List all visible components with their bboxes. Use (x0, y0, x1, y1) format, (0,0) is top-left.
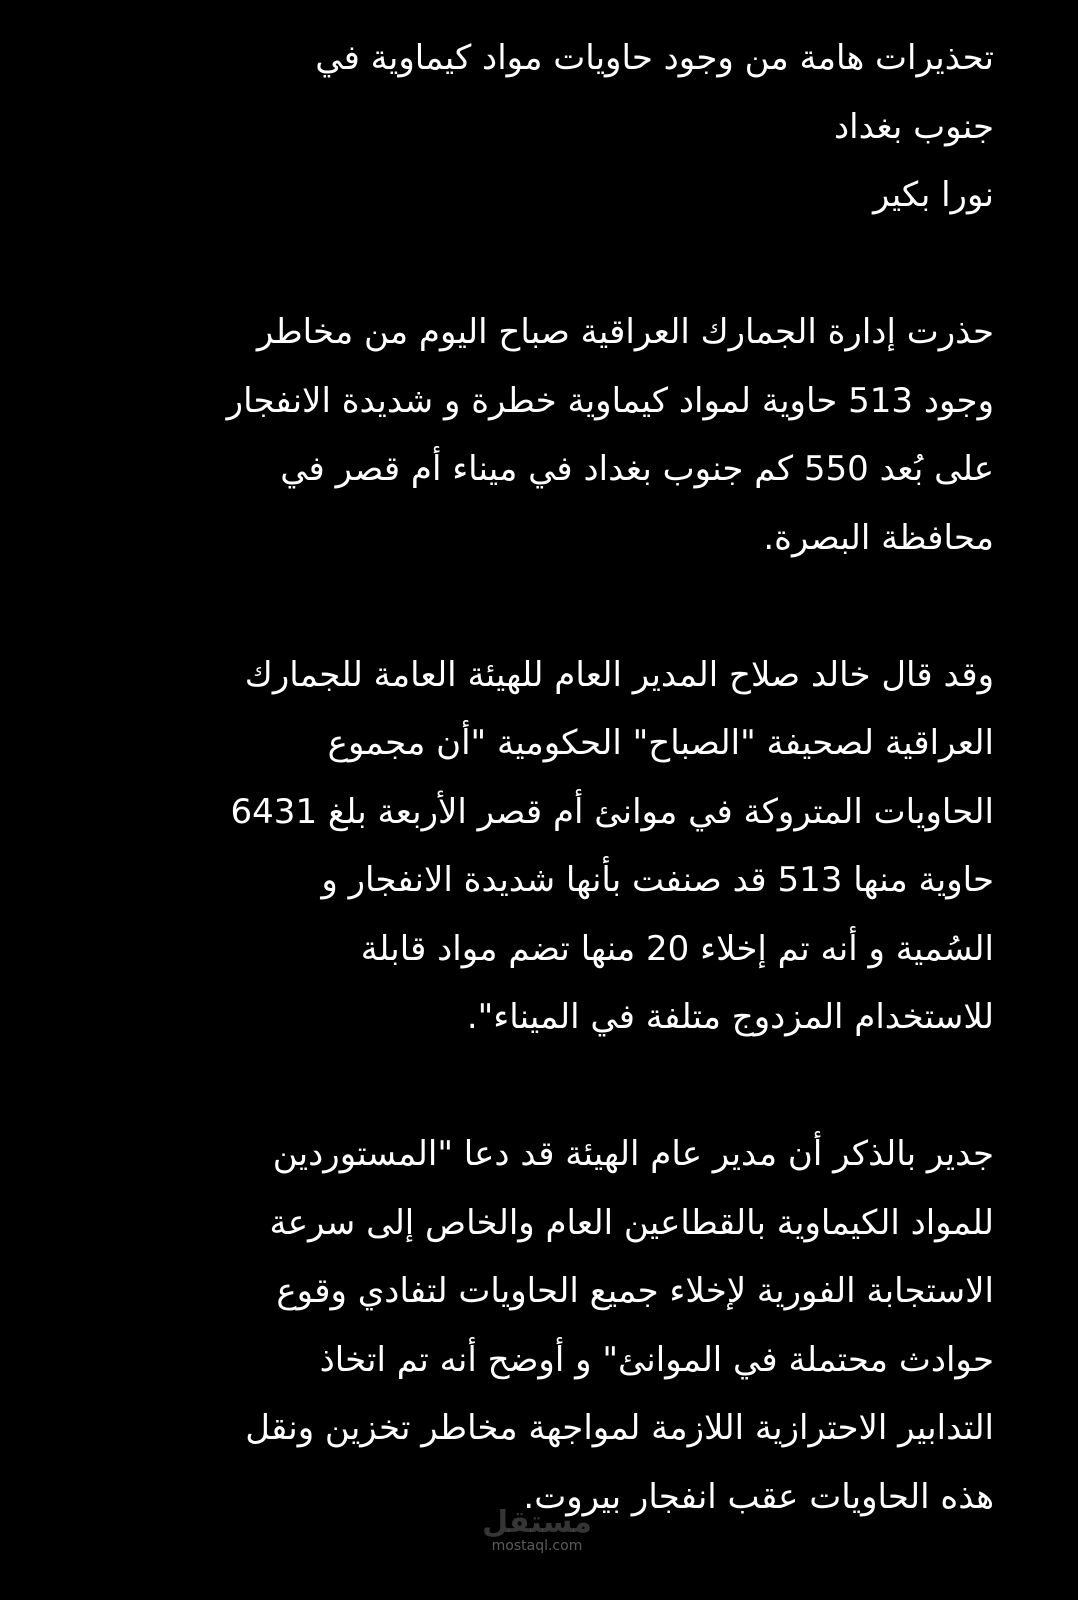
paragraph-gap (44, 1052, 994, 1121)
paragraph-3-line: للمواد الكيماوية بالقطاعين العام والخاص إلى سرعة (269, 1202, 994, 1243)
paragraph-2-line: حاوية منها 513 قد صنفت بأنها شديدة الانفجار و (321, 860, 994, 900)
paragraph-1-line: محافظة البصرة. (763, 517, 994, 558)
watermark (472, 1505, 602, 1554)
watermark-text: mostaql.com (491, 1538, 583, 1554)
title-line: جنوب بغداد (834, 106, 994, 147)
paragraph-1-line: وجود 513 حاوية لمواد كيماوية خطرة و شديدة الانفجار (226, 380, 994, 421)
paragraph-3-line: هذه الحاويات عقب انفجار بيروت. (523, 1476, 994, 1517)
author-name: نورا بكير (873, 175, 994, 215)
paragraph-2-line: السُمية و أنه تم إخلاء 20 منها تضم مواد قابلة (360, 928, 994, 969)
paragraph-3-line: حوادث محتملة في الموانئ" و أوضح أنه تم اتخاذ (319, 1339, 994, 1380)
paragraph-2-line: الحاويات المتروكة في موانئ أم قصر الأربعة بلغ 6431 (230, 791, 994, 832)
paragraph-3-line: الاستجابة الفورية لإخلاء جميع الحاويات لتفادي وقوع (276, 1271, 994, 1311)
paragraph-3-line: جدير بالذكر أن مدير عام الهيئة قد دعا "المستوردين (272, 1134, 994, 1174)
paragraph-3-line: التدابير الاحترازية اللازمة لمواجهة مخاطر تخزين ونقل (245, 1408, 994, 1448)
watermark-logo: مستقل (482, 1505, 592, 1540)
paragraph-gap (44, 572, 994, 641)
paragraph-2-line: العراقية لصحيفة "الصباح" الحكومية "أن مجموع (327, 723, 994, 763)
paragraph-gap (44, 230, 994, 299)
note-body (44, 24, 994, 1531)
paragraph-1-line: على بُعد 550 كم جنوب بغداد في ميناء أم قصر في (280, 449, 994, 489)
paragraph-2-line: وقد قال خالد صلاح المدير العام للهيئة العامة للجمارك (244, 654, 994, 695)
paragraph-2-line: للاستخدام المزدوج متلفة في الميناء". (466, 997, 994, 1037)
paragraph-1-line: حذرت إدارة الجمارك العراقية صباح اليوم من مخاطر (256, 312, 994, 352)
title-line: تحذيرات هامة من وجود حاويات مواد كيماوية في (315, 38, 994, 78)
